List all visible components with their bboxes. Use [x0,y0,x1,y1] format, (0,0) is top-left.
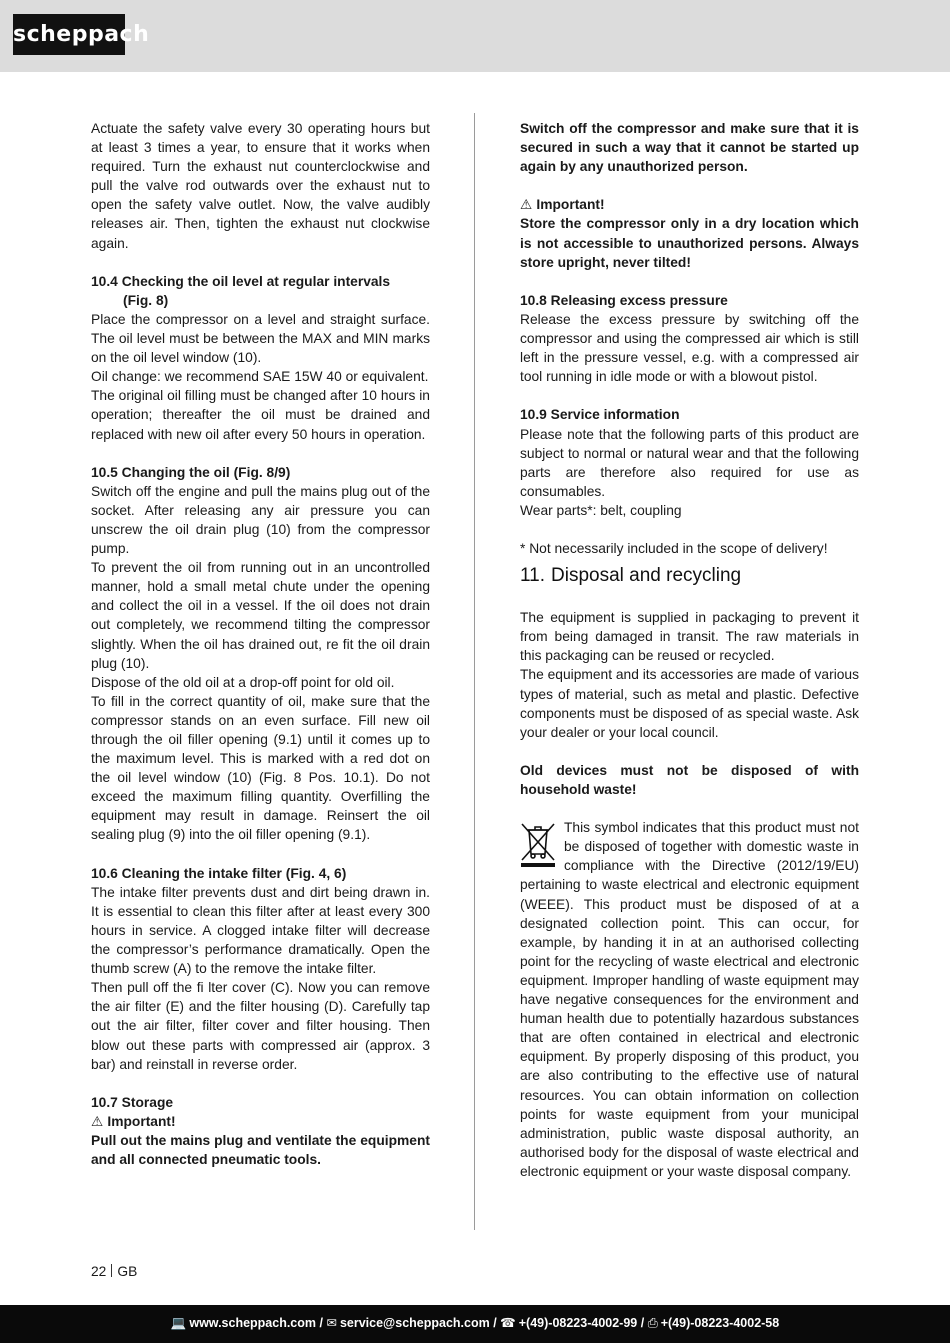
weee-block [520,818,859,1181]
section-10-6-heading: 10.6 Cleaning the intake filter (Fig. 4, 6) [91,865,347,881]
section-11-heading [520,564,859,588]
section-10-4-p2: Oil change: we recommend SAE 15W 40 or equivalent. [91,369,429,385]
phone-icon: ☎ [500,1316,516,1330]
footer-email[interactable]: service@scheppach.com [339,1316,490,1330]
important-note-right [520,195,859,214]
column-divider [474,113,475,1230]
footer-sep-2: / [493,1316,497,1330]
footer-website[interactable]: www.scheppach.com [189,1316,317,1330]
section-11-bold-warning: Old devices must not be disposed of with household waste! [520,762,859,797]
page-footer [0,1305,950,1343]
left-column [91,119,430,1169]
warning-triangle-icon: ⚠ [520,197,533,213]
section-11-p2: The equipment and its accessories are made of various types of material, such as metal and plastic. Defective components must be disposed of as special waste. Ask your dealer or your local council. [520,667,859,740]
section-10-6-p1: The intake filter prevents dust and dirt being drawn in. It is essential to clean this filter after at least every 300 hours in service. A clogged intake filter will decrease the compressor’s performance dramatically. Open the thumb screw (A) to the remove the intake filter. [91,884,430,977]
section-11-p1: The equipment is supplied in packaging to prevent it from being damaged in transit. The raw materials in this packaging can be reused or recycled. [520,610,859,664]
section-10-8-p1: Release the excess pressure by switching off the compressor and using the compressed air which is still left in the pressure vessel, e.g. with a compressed air tool running in idle mode or with a blowout pistol. [520,311,859,385]
footer-sep-1: / [319,1316,323,1330]
section-10-9-p2: Wear parts*: belt, coupling [520,502,682,518]
crossed-out-wheelie-bin-icon [520,820,558,868]
weee-paragraph: This symbol indicates that this product must not be disposed of together with domestic waste in compliance with the Directive (2012/19/EU) pertaining to waste electrical and electronic equipment (WEEE). This product must be disposed of at a designated collection point. This can occur, for example, by handing it in at an authorised collecting point for the recycling of waste electrical and electronic equipment. Improper handling of waste equipment may have negative consequences for the environment and human health due to potentially hazardous substances that are often contained in electrical and electronic equipment. By properly disposing of this product, you are also contributing to the effective use of natural resources. You can obtain information on collection points for waste equipment from your municipal administration, public waste disposal authority, an authorised body for the disposal of waste electrical and electronic equipment or your waste disposal company. [520,820,859,1179]
page-language: GB [117,1264,138,1279]
section-10-8-heading: 10.8 Releasing excess pressure [520,292,728,308]
section-10-7-heading: 10.7 Storage [91,1094,174,1110]
section-10-4-p3: The original oil filling must be changed after 10 hours in operation; thereafter the oil must be drained and replaced with new oil after every 50 hours in operation. [91,388,430,442]
section-10-4-heading [91,272,430,310]
section-10-4-p1: Place the compressor on a level and straight surface. The oil level must be between the MAX and MIN marks on the oil level window (10). [91,311,430,366]
footer-fax: +(49)-08223-4002-58 [660,1316,780,1330]
section-10-7-bold-text: Pull out the mains plug and ventilate the equipment and all connected pneumatic tools. [91,1132,430,1168]
section-10-9-heading: 10.9 Service information [520,407,680,423]
right-column [520,119,859,1181]
section-10-4-title-fig: (Fig. 8) [123,292,169,308]
storage-warning: Store the compressor only in a dry location which is not accessible to unauthorized persons. Always store upright, never tilted! [520,216,859,270]
section-10-5-p2: To prevent the oil from running out in an uncontrolled manner, hold a small metal chute under the opening and collect the oil in a vessel. If the oil does not drain out completely, we recommend tilting the compressor slightly. When the oil has drained out, re fit the oil drain plug (10). [91,560,430,671]
section-10-4-title: Checking the oil level at regular intervals [121,273,391,289]
page-number-value: 22 [91,1264,107,1279]
section-11-title: Disposal and recycling [551,565,742,587]
warning-triangle-icon: ⚠ [91,1113,104,1129]
footer-sep-3: / [640,1316,645,1330]
important-label: Important! [107,1113,176,1129]
section-10-9-p1: Please note that the following parts of this product are subject to normal or natural wear and that the following parts are therefore also required for use as consumables. [520,426,859,499]
section-10-5-p4: To fill in the correct quantity of oil, make sure that the compressor stands on an even surface. Fill new oil through the oil filler opening (9.1) until it comes up to the maximum level. This is marked with a red dot on the oil level window (10) (Fig. 8 Pos. 10.1). Do not exceed the maximum filling quantity. Overfilling the equipment may result in damage. Reinsert the oil sealing plug (9) into the oil filler opening (9.1). [91,693,430,843]
footer-phone: +(49)-08223-4002-99 [518,1316,638,1330]
important-note [91,1112,430,1131]
page-number-separator [111,1264,112,1277]
fax-icon: ⎙ [647,1316,658,1330]
section-10-5-p3: Dispose of the old oil at a drop-off point for old oil. [91,674,395,690]
page-header [0,0,950,72]
envelope-icon: ✉ [326,1316,337,1330]
section-10-5-p1: Switch off the engine and pull the mains plug out of the socket. After releasing any air pressure you can unscrew the oil drain plug (10) from the compressor pump. [91,483,430,557]
computer-icon: 💻 [170,1316,187,1330]
section-11-number: 11. [520,565,546,587]
section-10-4-number: 10.4 [91,273,118,289]
page-number [91,1264,137,1279]
safety-valve-paragraph: Actuate the safety valve every 30 operating hours but at least 3 times a year, to ensure that it works when required. Turn the exhaust nut counterclockwise and pull the valve rod outwards over the exhaust nut to open the safety valve outlet. Now, the valve audibly releases air. Then, tighten the exhaust nut clockwise again. [91,121,430,251]
important-label-right: Important! [536,197,605,213]
section-10-6-p2: Then pull off the fi lter cover (C). Now you can remove the air filter (E) and the filter housing (D). Carefully tap out the air filter, filter cover and filter housing. Then blow out these parts with compressed air (approx. 3 bar) and reinstall in reverse order. [91,980,430,1072]
section-10-9-footnote: * Not necessarily included in the scope of delivery! [520,541,828,557]
storage-continued-bold: Switch off the compressor and make sure that it is secured in such a way that it cannot be started up again by any unauthorized person. [520,121,859,175]
scheppach-logo: scheppach [13,14,125,55]
section-10-5-heading: 10.5 Changing the oil (Fig. 8/9) [91,464,291,480]
